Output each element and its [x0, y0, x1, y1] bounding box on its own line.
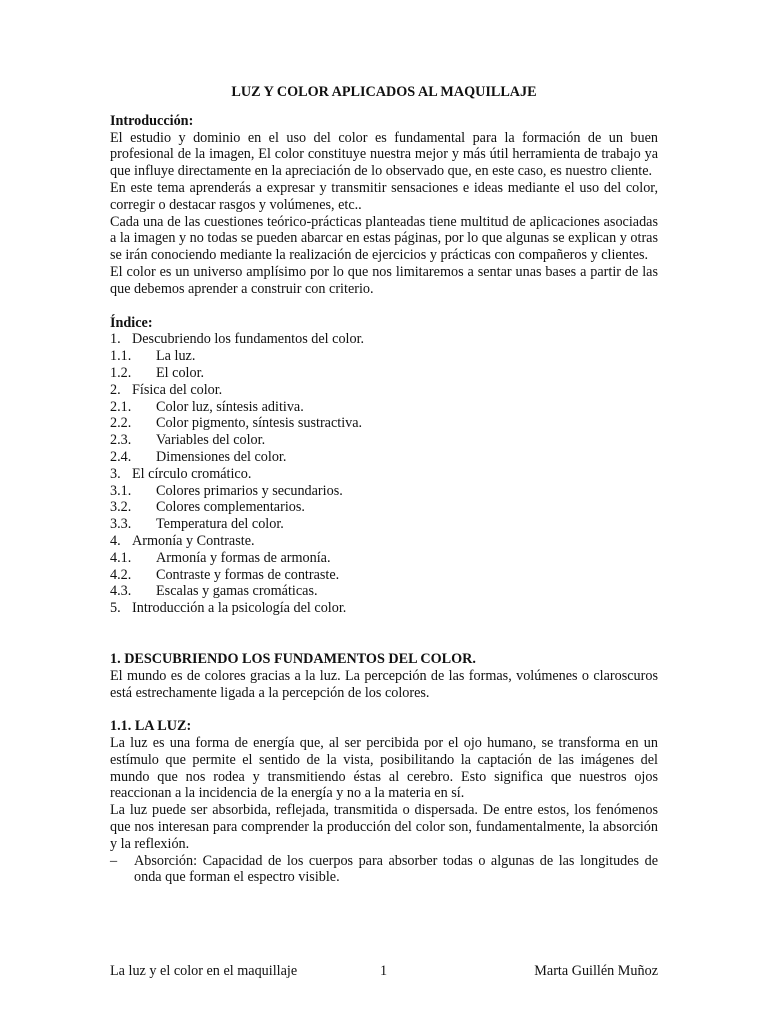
index-item	[110, 600, 658, 617]
index-item-text: Introducción a la psicología del color.	[132, 600, 347, 617]
index-item	[110, 550, 658, 567]
index-item-number: 3.2.	[110, 499, 132, 516]
index-item-text: Colores primarios y secundarios.	[156, 482, 343, 499]
index-item-text: La luz.	[156, 348, 196, 365]
page-footer	[110, 963, 658, 980]
index-item-text: Dimensiones del color.	[156, 448, 287, 465]
intro-heading: Introducción:	[110, 112, 194, 129]
index-item	[110, 415, 658, 432]
subsection-paragraph: La luz es una forma de energía que, al ser percibida por el ojo humano, se transforma en un estímulo que permite el sentido de la vista, posibilitando la captación de las imágenes del mundo que nos rodea y transmitiendo éstas al cerebro. Esto significa que nuestros ojos reaccionan a la incidencia de la energía y no a la materia en sí.	[110, 735, 658, 802]
footer-author: Marta Guillén Muñoz	[534, 963, 658, 979]
index-item-text: Escalas y gamas cromáticas.	[156, 583, 318, 600]
index-item-number: 2.3.	[110, 432, 132, 449]
bullet-item	[110, 853, 658, 887]
index-item-number: 4.2.	[110, 566, 132, 583]
index-item	[110, 399, 658, 416]
index-item-number: 3.	[110, 465, 121, 482]
footer-doc-title: La luz y el color en el maquillaje	[110, 963, 298, 979]
index-item	[110, 567, 658, 584]
index-item-number: 4.	[110, 532, 121, 549]
index-item	[110, 583, 658, 600]
index-item	[110, 348, 658, 365]
page-title: LUZ Y COLOR APLICADOS AL MAQUILLAJE	[231, 84, 537, 100]
intro-paragraph: El color es un universo amplísimo por lo que nos limitaremos a sentar unas bases a partir de las que debemos aprender a construir con criterio.	[110, 263, 658, 297]
index-item-text: Armonía y Contraste.	[132, 532, 255, 549]
index-item	[110, 516, 658, 533]
index-item-text: Variables del color.	[156, 432, 266, 449]
intro-paragraph: El estudio y dominio en el uso del color es fundamental para la formación de un buen profesional de la imagen, El color constituye nuestra mejor y más útil herramienta de trabajo ya que influye directamente en la apreciación de lo observado que, en este caso, es nuestro cliente.	[110, 129, 658, 180]
index-item-text: Colores complementarios.	[156, 499, 305, 516]
index-item-number: 4.1.	[110, 549, 132, 566]
index-item	[110, 483, 658, 500]
index-item-text: Descubriendo los fundamentos del color.	[132, 331, 365, 348]
bullet-text: Absorción: Capacidad de los cuerpos para absorber todas o algunas de las longitudes de onda que forman el espectro visible.	[134, 852, 658, 886]
section-heading: 1. DESCUBRIENDO LOS FUNDAMENTOS DEL COLOR.	[110, 650, 476, 667]
index-item	[110, 449, 658, 466]
index-item-number: 1.2.	[110, 364, 132, 381]
index-item	[110, 365, 658, 382]
index-item	[110, 382, 658, 399]
index-item-text: Armonía y formas de armonía.	[156, 549, 331, 566]
index-item-text: Contraste y formas de contraste.	[156, 566, 340, 583]
index-item-number: 3.1.	[110, 482, 132, 499]
document-page	[110, 84, 658, 886]
index-item-number: 2.	[110, 381, 121, 398]
index-item	[110, 331, 658, 348]
index-item-number: 4.3.	[110, 583, 132, 600]
footer-page-number: 1	[380, 963, 388, 979]
index-item	[110, 533, 658, 550]
index-item-text: Color luz, síntesis aditiva.	[156, 398, 304, 415]
index-item	[110, 432, 658, 449]
intro-paragraph: Cada una de las cuestiones teórico-prácticas planteadas tiene multitud de aplicaciones asociadas a la imagen y no todas se pueden abarcar en estas páginas, por lo que algunas se explican y otras se irán conociendo mediante la realización de ejercicios y prácticas con compañeros y clientes.	[110, 213, 658, 264]
index-item	[110, 499, 658, 516]
index-item-number: 3.3.	[110, 516, 132, 533]
intro-paragraph: En este tema aprenderás a expresar y transmitir sensaciones e ideas mediante el uso del color, corregir o destacar rasgos y volúmenes, etc..	[110, 179, 658, 213]
index-item-number: 1.	[110, 331, 121, 348]
index-item-text: Física del color.	[132, 381, 223, 398]
index-item-text: Temperatura del color.	[156, 516, 284, 533]
section-paragraph: El mundo es de colores gracias a la luz. La percepción de las formas, volúmenes o claroscuros está estrechamente ligada a la percepción de los colores.	[110, 667, 658, 701]
subsection-paragraph: La luz puede ser absorbida, reflejada, transmitida o dispersada. De entre estos, los fenómenos que nos interesan para comprender la producción del color son, fundamentalmente, la absorción y la reflexión.	[110, 802, 658, 852]
subsection-heading: 1.1. LA LUZ:	[110, 718, 192, 735]
dash-marker: –	[110, 852, 118, 869]
index-item-number: 1.1.	[110, 348, 132, 365]
index-item-text: El color.	[156, 364, 205, 381]
index-item-number: 5.	[110, 600, 121, 617]
index-item-number: 2.4.	[110, 448, 132, 465]
index-item-number: 2.2.	[110, 415, 132, 432]
index-heading: Índice:	[110, 314, 153, 331]
index-item-text: El círculo cromático.	[132, 465, 252, 482]
index-list	[110, 331, 658, 617]
index-item	[110, 466, 658, 483]
index-item-number: 2.1.	[110, 398, 132, 415]
index-item-text: Color pigmento, síntesis sustractiva.	[156, 415, 363, 432]
